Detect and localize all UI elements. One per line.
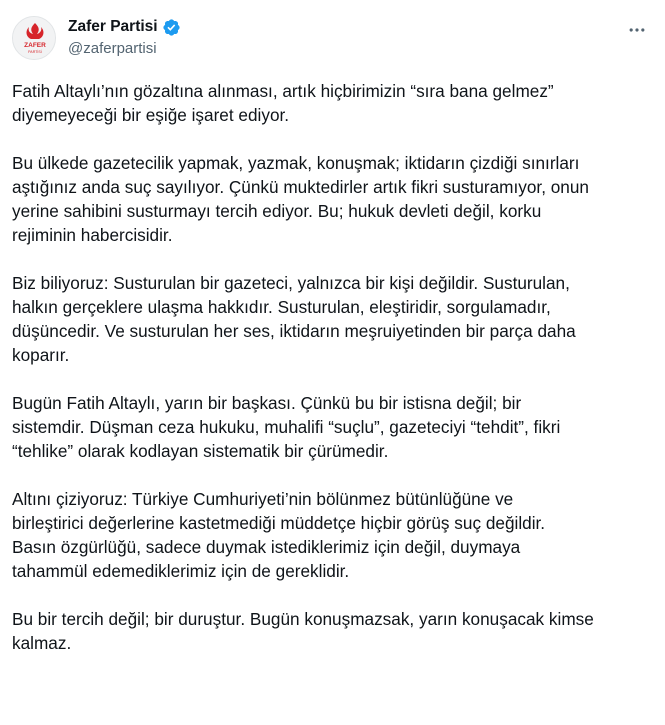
display-name[interactable]: Zafer Partisi [68, 18, 158, 35]
avatar[interactable] [12, 16, 56, 60]
tweet-text [12, 79, 652, 679]
zafer-logo-icon [13, 17, 56, 60]
verified-badge-icon[interactable] [162, 18, 181, 37]
tweet-paragraph: Bugün Fatih Altaylı, yarın bir başkası. Çünkü bu bir istisna değil; bir sistemdir. Düşman ceza hukuku, muhalifi “suçlu”, gazeteciyi “tehdit”, fikri “tehlike” olarak kodlayan sistematik bir çürümedir. [12, 393, 561, 461]
author-names [68, 16, 181, 57]
avatar-text: ZAFER [24, 42, 46, 49]
tweet-paragraph: Fatih Altaylı’nın gözaltına alınması, artık hiçbirimizin “sıra bana gelmez” diyemeyeceği bir eşiğe işaret ediyor. [12, 81, 554, 125]
more-options-icon[interactable] [625, 18, 649, 42]
tweet-paragraph: Altını çiziyoruz: Türkiye Cumhuriyeti’nin bölünmez bütünlüğüne ve birleştirici değerlerine kastetmediği müddetçe hiçbir görüş suç değildir. Basın özgürlüğü, sadece duymak istediklerimiz için değil, duymaya tahammül edemediklerimiz için de gereklidir. [12, 489, 546, 581]
tweet-paragraph: Biz biliyoruz: Susturulan bir gazeteci, yalnızca bir kişi değildir. Susturulan, halkın gerçeklere ulaşma hakkıdır. Susturulan, eleştiridir, sorgulamadır, düşüncedir. Ve susturulan her ses, iktidarın meşruiyetinden bir parça daha koparır. [12, 273, 576, 365]
handle[interactable]: @zaferpartisi [68, 40, 157, 57]
name-row [68, 16, 181, 38]
tweet-header [12, 12, 653, 64]
tweet-paragraph: Bu bir tercih değil; bir duruştur. Bugün konuşmazsak, yarın konuşacak kimse kalmaz. [12, 609, 594, 653]
avatar-subtext: PARTİSİ [28, 50, 42, 54]
tweet-paragraph: Bu ülkede gazetecilik yapmak, yazmak, konuşmak; iktidarın çizdiği sınırları aştığınız anda suç sayılıyor. Çünkü muktedirler artık fikri susturamıyor, onun yerine sahibini susturmayı tercih ediyor. Bu; hukuk devleti değil, korku rejiminin habercisidir. [12, 153, 589, 245]
